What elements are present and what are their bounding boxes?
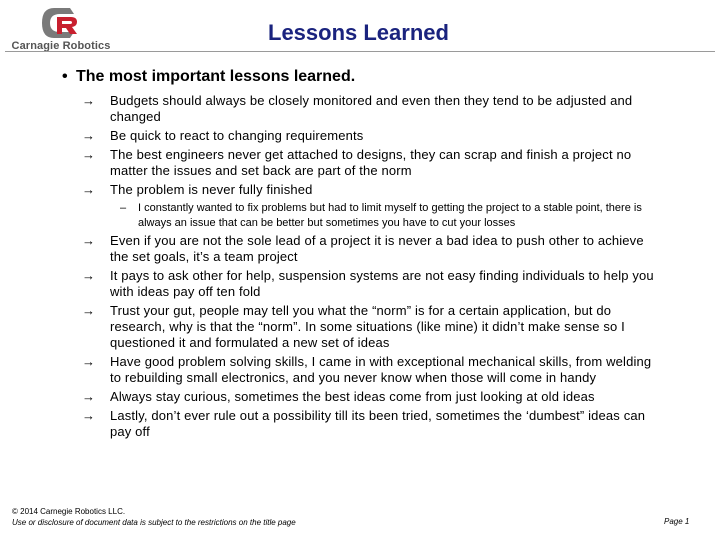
- page-number: Page 1: [664, 517, 690, 526]
- arrow-bullet-icon: →: [82, 93, 96, 108]
- arrow-bullet-icon: →: [82, 408, 96, 423]
- slide-content: [62, 68, 662, 443]
- arrow-bullet-icon: →: [82, 268, 96, 283]
- list-item-text: The best engineers never get attached to designs, they can scrap and finish a project no matter the issues and set back are part of the norm: [110, 147, 632, 178]
- list-item: [62, 389, 662, 405]
- list-item: [62, 233, 662, 265]
- carnegie-robotics-logo: [6, 6, 116, 54]
- list-item-text: It pays to ask other for help, suspension systems are not easy finding individuals to help you with ideas pay off ten fold: [110, 268, 654, 299]
- list-item: [62, 303, 662, 351]
- bullet-dot-icon: •: [62, 68, 68, 85]
- list-item: [62, 182, 662, 198]
- sub-list-item-text: I constantly wanted to fix problems but had to limit myself to getting the project to a stable point, there is always an issue that can be better but sometimes you have to cut your losses: [138, 202, 642, 229]
- list-item: [62, 128, 662, 144]
- list-item: [62, 147, 662, 179]
- footer: [12, 506, 296, 528]
- list-item: [62, 93, 662, 125]
- list-item-text: Lastly, don’t ever rule out a possibility till its been tried, sometimes the ‘dumbest” ideas can pay off: [110, 408, 646, 439]
- list-item-text: Budgets should always be closely monitored and even then they tend to be adjusted and changed: [110, 93, 633, 124]
- arrow-bullet-icon: →: [82, 182, 96, 197]
- arrow-bullet-icon: →: [82, 354, 96, 369]
- list-item-text: Trust your gut, people may tell you what the “norm” is for a certain application, but do research, why is that the “norm”. In some situations (like mine) it didn’t make sense so I questioned it and formulated a new set of ideas: [110, 303, 625, 350]
- list-item: [62, 268, 662, 300]
- list-item-text: Be quick to react to changing requirements: [110, 128, 364, 143]
- arrow-bullet-icon: →: [82, 303, 96, 318]
- dash-bullet-icon: –: [120, 202, 127, 214]
- main-bullet-text: The most important lessons learned.: [76, 68, 356, 85]
- list-item-text: Have good problem solving skills, I came in with exceptional mechanical skills, from welding to rebuilding small electronics, and you never know when those will come in handy: [110, 354, 652, 385]
- list-item-text: Even if you are not the sole lead of a project it is never a bad idea to push other to achieve the set goals, it’s a team project: [110, 233, 644, 264]
- list-item: [62, 408, 662, 440]
- list-item-text: Always stay curious, sometimes the best ideas come from just looking at old ideas: [110, 389, 595, 404]
- sub-list-item: [62, 201, 662, 230]
- list-item: [62, 354, 662, 386]
- list-item-text: The problem is never fully finished: [110, 182, 313, 197]
- disclosure-notice: Use or disclosure of document data is subject to the restrictions on the title page: [12, 518, 296, 527]
- arrow-bullet-icon: →: [82, 233, 96, 248]
- main-bullet: [62, 68, 662, 86]
- logo-mark-icon: [40, 6, 80, 40]
- copyright: © 2014 Carnegie Robotics LLC.: [12, 507, 126, 516]
- arrow-bullet-icon: →: [82, 147, 96, 162]
- arrow-bullet-icon: →: [82, 389, 96, 404]
- arrow-bullet-icon: →: [82, 128, 96, 143]
- logo-text: Carnagie Robotics: [11, 40, 111, 52]
- slide-title: Lessons Learned: [268, 20, 449, 45]
- header-divider: [5, 51, 715, 52]
